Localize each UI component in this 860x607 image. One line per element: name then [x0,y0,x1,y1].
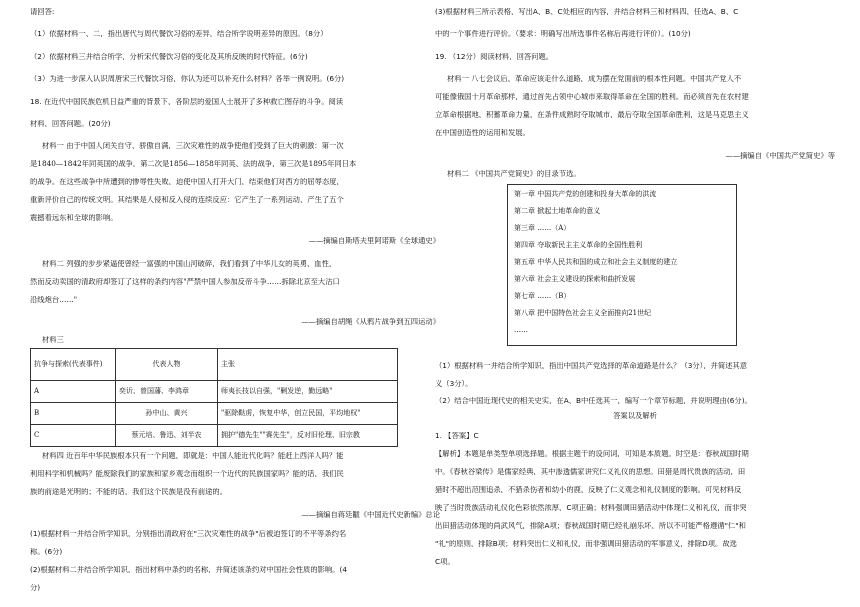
material-1-line: 立革命根据地，积蓄革命力量，在条件成熟时夺取城市，最后夺取全国革命胜利，这是马克思主义 [435,111,749,119]
toc-item: 第三章 ……（A） [514,224,571,232]
material-2-line: 材料二 列强的步步紧逼使曾经一富强的中国山河破碎，我们看到了中华儿女的英勇、血性， [42,260,337,268]
material-1-source: ——摘编自《中国共产党简史》等 [725,152,835,160]
analysis-line: 出田猎活动体现的尚武风气，排除A项；春秋战国时期已经礼崩乐坏，所以不可能严格遵循"仁"和 [435,522,746,530]
analysis-line: 【解析】本题是单类型单项选择题。根据主题干的设问词，可知是本质题。时空是：春秋战国时期 [435,450,749,458]
material-3-title: 材料三 [42,336,64,344]
table-of-contents-box [507,184,737,346]
material-1-line: 材料一 八七会议后，革命应该走什么道路，成为摆在党面前的根本性问题。中国共产党人不 [447,75,742,83]
table-header-row [31,349,398,381]
question-19-intro: 19. （12分）阅读材料，回答问题。 [435,53,554,61]
question-18-3: (3)根据材料三所示表格，写出A、B、C处相应的内容，并结合材料三和材料四，任选A、B、C [435,8,739,16]
toc-item: 第八章 把中国特色社会主义全面推向21世纪 [514,309,652,317]
table-cell-label: A [31,381,116,403]
answer-1: 1. 【答案】C [435,432,479,440]
material-4-line: 族的前途是光明的；不能的话，我们这个民族是没有前途的。 [30,488,228,496]
toc-item: …… [514,326,528,334]
toc-item: 第一章 中国共产党的创建和投身大革命的洪流 [514,190,657,198]
question-18-intro-2: 材料，回答问题。(20分) [30,120,111,128]
question-19-2: （2）结合中国近现代史的相关史实，在A、B中任选其一，编写一个章节标题，并说明理由(6分)。 [435,397,752,405]
right-column [435,0,835,607]
table-header-cell: 抗争与探索(代表事件) [31,349,116,381]
table-cell-label: C [31,425,116,447]
material-4-line: 材料四 近百年中华民族根本只有一个问题，即就是：中国人能近代化吗？能赶上西洋人吗？能 [42,452,344,460]
text-line: 请回答: [30,8,55,16]
toc-item: 第五章 中华人民共和国的成立和社会主义制度的建立 [514,258,678,266]
material-4-line: 利用科学和机械吗？能废除我们的家族和家乡观念而组织一个近代的民族国家吗？能的话，我们民 [30,470,344,478]
material-1-line: 在中国创造性的运用和发展。 [435,129,530,137]
left-column [30,0,440,607]
toc-item: 第七章 ……（B） [514,292,571,300]
table-row [31,425,398,447]
analysis-line: C项。 [435,558,455,566]
table-cell-claim: 拥护"德先生""赛先生"，反对旧伦理、旧宗教 [218,425,398,447]
material-1-line: 可能像俄国十月革命那样，通过首先占领中心城市来取得革命在全国的胜利。而必须首先在农村建 [435,93,749,101]
material-1-line: 震撼着远东和全球的影响。 [30,214,118,222]
analysis-line: "礼"的原则，排除B项；材料突出仁义和礼仪，而非强调田猎活动的军事意义，排除D项。故选 [435,540,737,548]
question-18-1: (1)根据材料一并结合所学知识，分别指出清政府在"三次灾难性的战争"后被迫签订的不平等条约名 [30,530,347,538]
question-18-2: (2)根据材料二并结合所学知识，指出材料中条约的名称，并简述该条约对中国社会性质的影响。(4 [30,566,347,574]
question-18-2-cont: 分) [30,584,41,592]
answer-section-title: 答案以及解析 [613,412,657,420]
question-18-1-cont: 称。(6分) [30,548,63,556]
table-cell-label: B [31,403,116,425]
material-1-line: 材料一 由于中国人闭关自守、骄傲自满，三次灾难性的战争使他们受到了巨大的刺激：第一次 [42,142,344,150]
analysis-line: 猎时不超出范围追杀，不猎杀伤者和幼小的鹿，反映了仁义观念和礼仪制度的影响。可见材料反 [435,486,742,494]
question-17-2: （2）依据材料三并结合所学，分析宋代餐饮习俗的变化及其所反映的时代特征。(6分) [30,53,308,61]
material-1-line: 是1840—1842年同英国的战争，第二次是1856—1858年同英、法的战争，第三次是1895年同日本 [30,160,357,168]
material-1-source: ——摘编自斯塔夫里阿诺斯《全球通史》 [308,237,440,245]
question-18-intro: 18. 在近代中国民族危机日益严重的背景下，各阶层的爱国人士展开了多种救亡图存的斗争。阅读 [30,98,344,106]
material-1-line: 重新评价自己的传统文明。其结果是人侵和反入侵的连续反应：它产生了一系列运动，产生了五个 [30,196,344,204]
question-17-1: （1）依据材料一、二，指出唐代与周代餐饮习俗的差异，结合所学说明差异的原因。（8分） [30,30,328,38]
table-row [31,381,398,403]
question-19-1: （1）根据材料一并结合所学知识，指出中国共产党选择的革命道路是什么？（3分），并简述其意 [435,362,748,370]
material-2-source: ——摘编自胡绳《从鸦片战争到五四运动》 [301,318,440,326]
analysis-line: 映了当时贵族活动礼仪化色彩依然浓厚，C项正确；材料强调田猎活动中体现仁义和礼仪，而非突 [435,504,747,512]
table-cell-people: 蔡元培、鲁迅、刘半农 [116,425,218,447]
table-cell-people: 孙中山、黄兴 [116,403,218,425]
table-cell-claim: "驱除鞑虏，恢复中华，创立民国，平均地权" [218,403,398,425]
material-4-source: ——摘编自蒋廷黻《中国近代史新编》总论 [301,511,440,519]
material-2-line: 沿线炮台……" [30,296,78,304]
toc-item: 第六章 社会主义建设的探索和曲折发展 [514,275,636,283]
question-19-1-cont: 义（3分）。 [435,380,473,388]
material-1-line: 的战争。在这些战争中所遭到的惨辱性失败，迫使中国人打开大门，结束他们对西方的屈辱态度， [30,178,344,186]
material-2-line: 然而反动卖国的清政府却签订了这样的条约内容"严禁中国人参加反帝斗争……拆除北京至大沽口 [30,278,340,286]
table-row [31,403,398,425]
table-cell-claim: 师夷长技以自强，"剿发逆，勤远略" [218,381,398,403]
table-header-cell: 主张 [218,349,398,381]
material-3-table [30,348,398,447]
toc-item: 第四章 夺取新民主主义革命的全国性胜利 [514,241,643,249]
table-cell-people: 奕䜣、曾国藩、李鸿章 [116,381,218,403]
analysis-line: 中。《春秋谷梁传》是儒家经典，其中渗透儒家讲究仁义礼仪的思想。田猎是周代贵族的活动，田 [435,468,746,476]
material-2-title: 材料二 《中国共产党简史》的目录节选。 [447,170,581,178]
table-header-cell: 代表人物 [116,349,218,381]
question-17-3: （3）为进一步深入认识周唐宋三代餐饮习俗，你认为还可以补充什么材料？各举一例说明。(6分) [30,75,345,83]
question-18-3-cont: 中的一个事件进行评价。（要求：明确写出所选事件名称后再进行评价）。(10分) [435,30,691,38]
toc-item: 第二章 掀起土地革命的意义 [514,207,601,215]
